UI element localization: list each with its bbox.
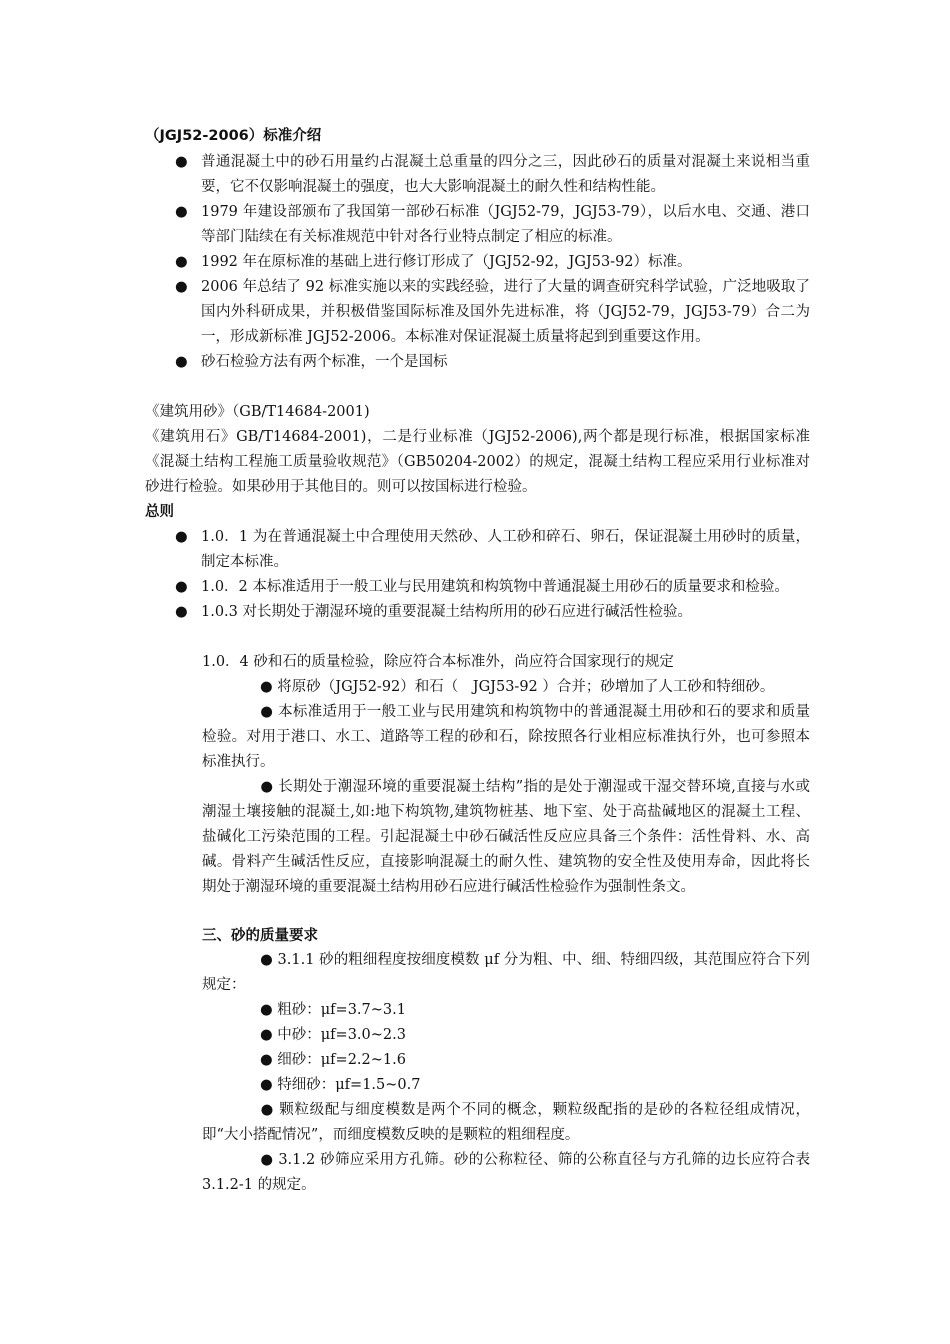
list-item [145,775,810,900]
list-item [145,600,810,625]
section-title-general: 总则 [145,504,174,520]
general-bullet-text: 1.0．2 本标准适用于一般工业与民用建筑和构筑物中普通混凝土用砂石的质量要求和检验。 [201,579,789,595]
sand-item-text: ● 3.1.2 砂筛应采用方孔筛。砂的公称粒径、筛的公称直径与方孔筛的边长应符合表 3.1.2-1 的规定。 [202,1152,810,1193]
section-title-standard-intro: （JGJ52-2006）标准介绍 [145,128,322,144]
notes-list [145,675,810,900]
bullet-icon: ● [175,579,188,595]
list-item [145,150,810,200]
list-item [145,525,810,575]
list-item [145,675,810,700]
list-item [145,998,810,1023]
bullet-icon: ● [175,604,188,620]
gb-standard-line: 《建筑用砂》（GB/T14684-2001) [145,404,370,420]
list-item [145,200,810,250]
general-bullet-text: 1.0．1 为在普通混凝土中合理使用天然砂、人工砂和碎石、卵石，保证混凝土用砂时的质量，制定本标准。 [201,529,810,570]
general-bullet-list [145,525,810,625]
sand-item-text: ● 粗砂：μf=3.7~3.1 [260,1002,406,1018]
bullet-icon: ● [175,154,188,170]
list-item [145,1148,810,1198]
bullet-icon: ● [175,204,188,220]
bullet-icon: ● [175,354,188,370]
clause-1-0-4: 1.0．4 砂和石的质量检验，除应符合本标准外，尚应符合国家现行的规定 [202,654,674,670]
list-item [145,250,810,275]
note-text: ● 将原砂（JGJ52-92）和石（ JGJ53-92 ）合并；砂增加了人工砂和特细砂。 [260,679,775,695]
intro-bullet-text: 1979 年建设部颁布了我国第一部砂石标准（JGJ52-79，JGJ53-79），以后水电、交通、港口等部门陆续在有关标准规范中针对各行业特点制定了相应的标准。 [201,204,810,245]
sand-quality-list [145,948,810,1198]
sand-item-text: ● 颗粒级配与细度模数是两个不同的概念，颗粒级配指的是砂的各粒径组成情况，即“大小搭配情况”，而细度模数反映的是颗粒的粗细程度。 [202,1102,810,1143]
intro-bullet-text: 2006 年总结了 92 标准实施以来的实践经验，进行了大量的调查研究科学试验，广泛地吸取了国内外科研成果，并积极借鉴国际标准及国外先进标准，将（JGJ52-79，JGJ53-79）合二为一，形成新标准 JGJ52-2006。本标准对保证混凝土质量将起到到重要这作用。 [201,279,810,345]
general-bullet-text: 1.0.3 对长期处于潮湿环境的重要混凝土结构所用的砂石应进行碱活性检验。 [201,604,693,620]
list-item [145,1098,810,1148]
note-text: ● 长期处于潮湿环境的重要混凝土结构”指的是处于潮湿或干湿交替环境,直接与水或潮湿土壤接触的混凝土,如:地下构筑物,建筑物桩基、地下室、处于高盐碱地区的混凝土工程、盐碱化工污染范围的工程。引起混凝土中砂石碱活性反应应具备三个条件：活性骨料、水、高碱。骨料产生碱活性反应，直接影响混凝土的耐久性、建筑物的安全性及使用寿命，因此将长期处于潮湿环境的重要混凝土结构用砂石应进行碱活性检验作为强制性条文。 [202,779,810,895]
sand-item-text: ● 3.1.1 砂的粗细程度按细度模数 μf 分为粗、中、细、特细四级，其范围应符合下列规定： [202,952,810,993]
note-text: ● 本标准适用于一般工业与民用建筑和构筑物中的普通混凝土用砂和石的要求和质量检验。对用于港口、水工、道路等工程的砂和石，除按照各行业相应标准执行外，也可参照本标准执行。 [202,704,810,770]
gb-standard-paragraph: 《建筑用石》GB/T14684-2001)，二是行业标准（JGJ52-2006),两个都是现行标准，根据国家标准《混凝土结构工程施工质量验收规范》（GB50204-2002）的规定，混凝土结构工程应采用行业标准对砂进行检验。如果砂用于其他目的。则可以按国标进行检验。 [145,429,810,495]
list-item [145,575,810,600]
bullet-icon: ● [175,254,188,270]
intro-bullet-text: 普通混凝土中的砂石用量约占混凝土总重量的四分之三，因此砂石的质量对混凝土来说相当重要，它不仅影响混凝土的强度，也大大影响混凝土的耐久性和结构性能。 [201,154,810,195]
sand-item-text: ● 特细砂：μf=1.5~0.7 [260,1077,421,1093]
bullet-icon: ● [175,279,188,295]
list-item [145,1023,810,1048]
list-item [145,275,810,350]
sand-item-text: ● 中砂：μf=3.0~2.3 [260,1027,406,1043]
list-item [145,1048,810,1073]
sand-item-text: ● 细砂：μf=2.2~1.6 [260,1052,406,1068]
list-item [145,948,810,998]
intro-bullet-list [145,150,810,375]
intro-bullet-text: 1992 年在原标准的基础上进行修订形成了（JGJ52-92，JGJ53-92）标准。 [201,254,692,270]
section-title-sand-quality: 三、砂的质量要求 [202,928,318,944]
list-item [145,1073,810,1098]
list-item [145,350,810,375]
intro-bullet-text: 砂石检验方法有两个标准，一个是国标 [201,354,448,370]
list-item [145,700,810,775]
bullet-icon: ● [175,529,188,545]
